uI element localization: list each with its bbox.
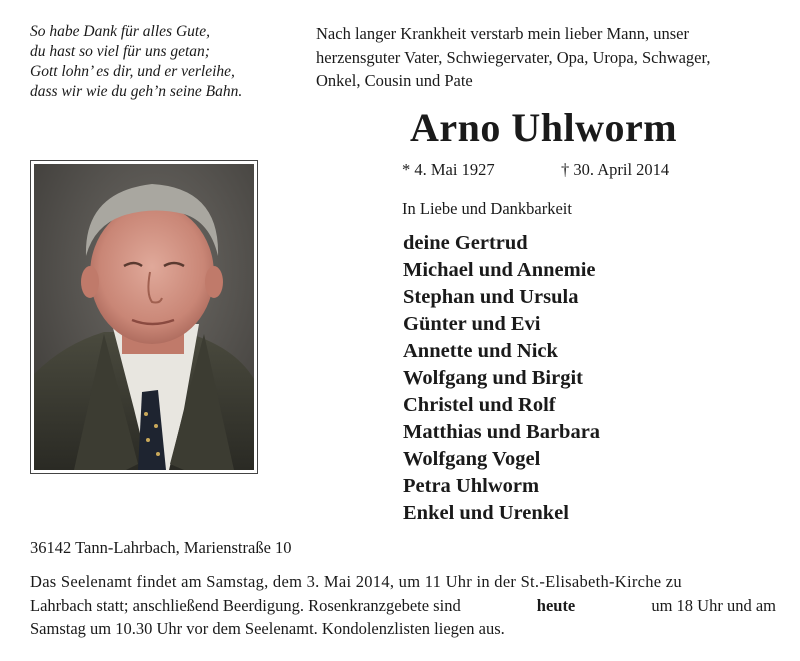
mourner-entry: Matthias und Barbara <box>403 421 601 443</box>
notice-emphasis-today: heute <box>536 595 576 615</box>
mourner-entry: Michael und Annemie <box>403 259 596 281</box>
death-date: † 30. April 2014 <box>561 160 670 179</box>
mourner-entry: Wolfgang Vogel <box>403 448 541 470</box>
mourner-entry: Annette und Nick <box>403 340 558 362</box>
intro-line: Nach langer Krankheit verstarb mein lieber Mann, unser <box>316 24 689 43</box>
mourner-entry: Enkel und Urenkel <box>403 502 569 524</box>
notice-line-2 <box>30 594 776 618</box>
poem-line: du hast so viel für uns getan; <box>30 43 210 60</box>
portrait-photo-frame <box>30 160 258 474</box>
notice-line-3 <box>30 617 776 641</box>
intro-line: herzensguter Vater, Schwiegervater, Opa, Uropa, Schwager, <box>316 47 711 67</box>
notice-text: Das Seelenamt findet am Samstag, dem 3. Mai 2014, um 11 Uhr in der St.-Elisabeth-Kirche zu <box>30 572 682 591</box>
love-line: In Liebe und Dankbarkeit <box>402 199 572 218</box>
mourner-entry: Wolfgang und Birgit <box>403 367 583 389</box>
birth-date: * 4. Mai 1927 <box>402 160 495 179</box>
mourner-entry: Christel und Rolf <box>403 394 556 416</box>
notice-text: um 18 Uhr und am <box>651 595 776 615</box>
family-address: 36142 Tann-Lahrbach, Marienstraße 10 <box>30 538 292 557</box>
portrait-photo <box>34 164 254 470</box>
poem-line: Gott lohn’ es dir, und er verleihe, <box>30 63 235 80</box>
notice-text: Samstag um 10.30 Uhr vor dem Seelenamt. Kondolenzlisten liegen aus. <box>30 619 505 638</box>
notice-text: Lahrbach statt; anschließend Beerdigung. Rosenkranzgebete sind <box>30 595 461 615</box>
mourner-entry: deine Gertrud <box>403 232 528 254</box>
mourner-entry: Günter und Evi <box>403 313 541 335</box>
mourners-list <box>403 230 600 527</box>
memorial-poem <box>30 22 300 102</box>
notice-line-1 <box>30 570 776 594</box>
deceased-name: Arno Uhlworm <box>410 105 678 150</box>
poem-line: dass wir wie du geh’n seine Bahn. <box>30 83 243 100</box>
mourner-entry: Petra Uhlworm <box>403 475 540 497</box>
poem-line: So habe Dank für alles Gute, <box>30 23 210 40</box>
intro-line: Onkel, Cousin und Pate <box>316 71 473 90</box>
announcement-intro <box>316 22 776 93</box>
life-dates <box>402 160 702 182</box>
mourner-entry: Stephan und Ursula <box>403 286 579 308</box>
service-notice <box>30 570 776 641</box>
